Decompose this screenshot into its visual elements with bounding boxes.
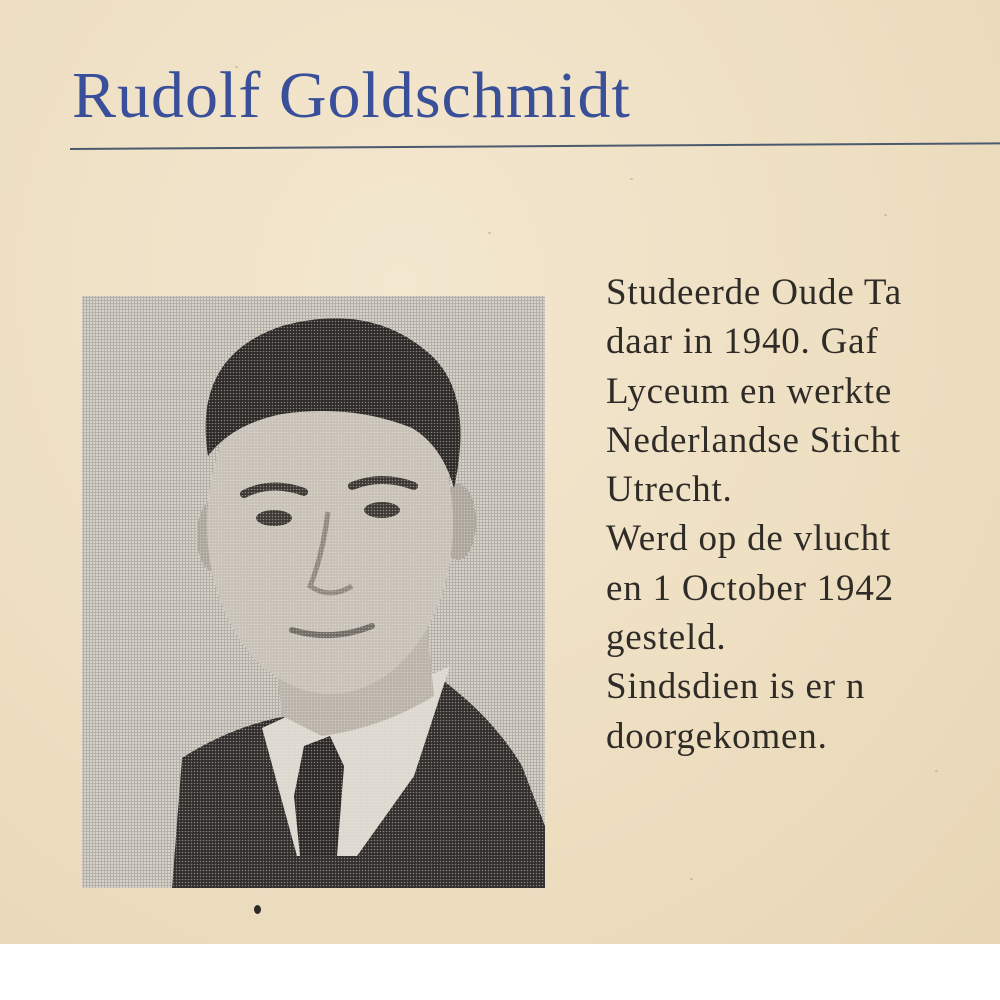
ink-dot bbox=[254, 905, 261, 914]
biography-line: Lyceum en werkte bbox=[606, 370, 893, 412]
paper-speck bbox=[935, 770, 938, 772]
portrait-figure bbox=[82, 296, 545, 888]
biography-line: Werd op de vlucht bbox=[606, 518, 891, 560]
biography-line: gesteld. bbox=[606, 617, 727, 659]
paper-speck bbox=[488, 232, 491, 234]
biography-line: Nederlandse Sticht bbox=[606, 419, 901, 461]
biography-text bbox=[606, 268, 1000, 761]
biography-line: doorgekomen. bbox=[606, 715, 828, 757]
biography-line: Utrecht. bbox=[606, 469, 733, 511]
paper-speck bbox=[884, 214, 887, 216]
paper-speck bbox=[630, 178, 633, 180]
portrait-photo bbox=[82, 296, 545, 888]
biography-line: Studeerde Oude Ta bbox=[606, 272, 902, 313]
person-name-heading: Rudolf Goldschmidt bbox=[72, 59, 631, 132]
biography-line: en 1 October 1942 bbox=[606, 567, 894, 609]
biography-line: Sindsdien is er n bbox=[606, 666, 866, 708]
paper-speck bbox=[690, 878, 693, 880]
biography-line: daar in 1940. Gaf bbox=[606, 321, 879, 363]
heading-divider bbox=[70, 142, 1000, 150]
